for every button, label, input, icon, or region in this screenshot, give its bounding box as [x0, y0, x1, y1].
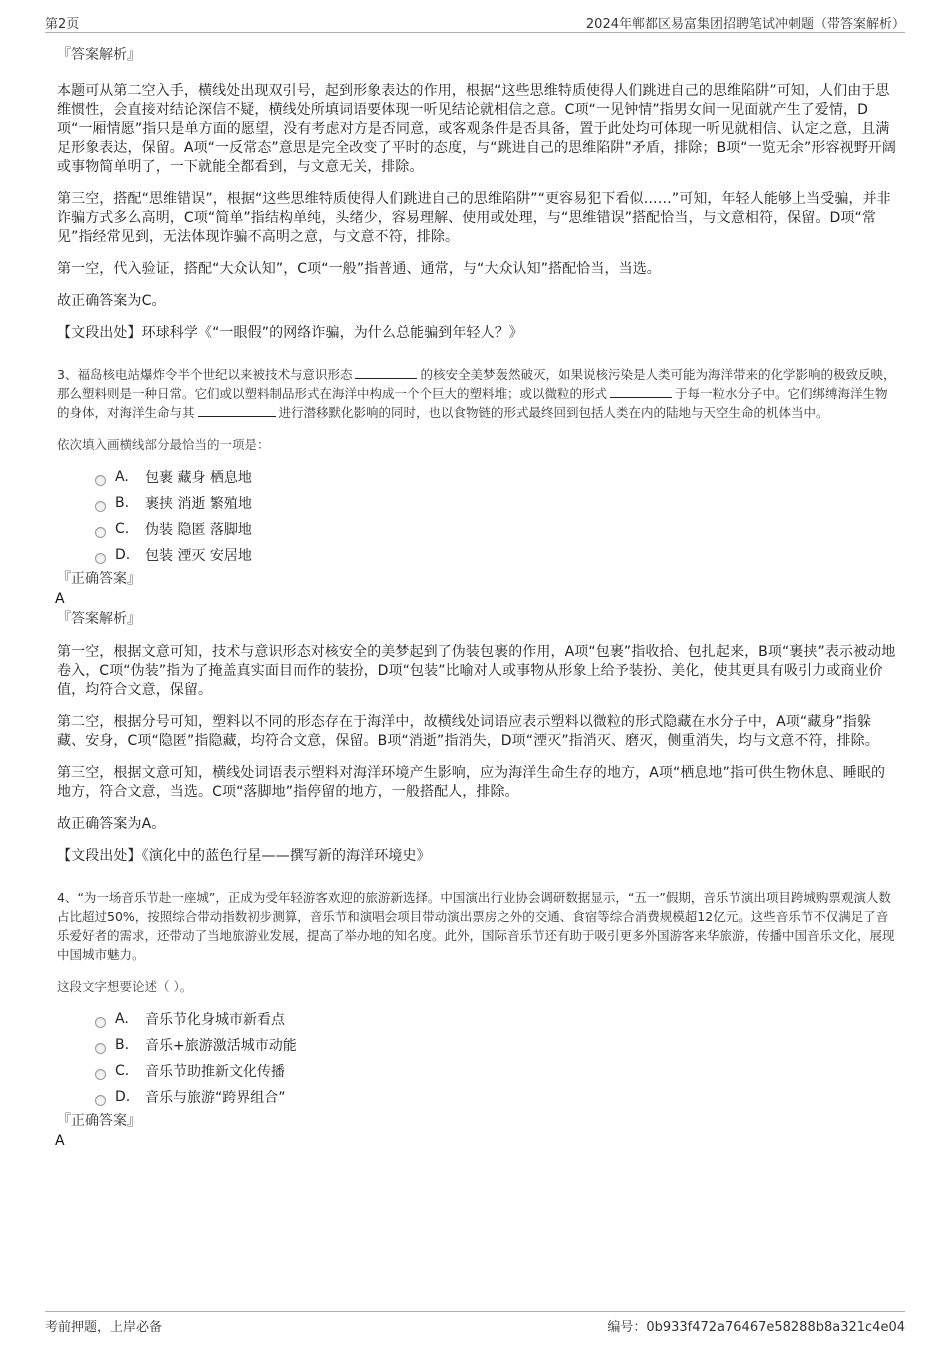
option-a[interactable]: A. 音乐节化身城市新看点 — [95, 1006, 897, 1032]
document-body — [57, 44, 897, 1150]
option-b[interactable]: B. 音乐+旅游激活城市动能 — [95, 1032, 897, 1058]
question-4-text: 4、“为一场音乐节赴一座城”，正成为受年轻游客欢迎的旅游新选择。中国演出行业协会调研数据显示，“五一”假期，音乐节演出项目跨城购票观演人数占比超过50%，按照综合带动指数初步测算，音乐节和演唱会项目带动演出票房之外的交通、食宿等综合消费规模超12亿元。这些音乐节不仅满足了音乐爱好者的需求，还带动了当地旅游业发展，提高了举办地的知名度。此外，国际音乐节还有助于吸引更多外国游客来华旅游，传播中国音乐文化，展现中国城市魅力。 — [57, 890, 895, 962]
option-c[interactable]: C. 伪装 隐匿 落脚地 — [95, 516, 897, 542]
correct-answer-label: 『正确答案』 — [57, 571, 141, 587]
radio-button[interactable] — [95, 527, 106, 538]
source-citation: 【文段出处】环球科学《“一眼假”的网络诈骗，为什么总能骗到年轻人？》 — [57, 325, 523, 341]
analysis-paragraph: 第三空，搭配“思维错误”，根据“这些思维特质使得人们跳进自己的思维陷阱”“更容易犯下看似……”可知，年轻人能够上当受骗，并非诈骗方式多么高明，C项“简单”指结构单纯，头绪少，容易理解、使用或处理，与“思维错误”搭配恰当，与文意相符，保留。D项“常见”指经常见到，无法体现诈骗不高明之意，与文意不符，排除。 — [57, 191, 891, 245]
analysis-paragraph: 第二空，根据分号可知，塑料以不同的形态存在于海洋中，故横线处词语应表示塑料以微粒的形式隐藏在水分子中，A项“藏身”指躲藏、安身，C项“隐匿”指隐藏，均符合文意，保留。B项“消逝”指消失，D项“湮灭”指消灭、磨灭，侧重消失，均与文意不符，排除。 — [57, 714, 879, 749]
radio-button[interactable] — [95, 1017, 106, 1028]
page-footer — [45, 1311, 905, 1334]
answer-statement: 故正确答案为A。 — [57, 816, 166, 832]
answer-statement: 故正确答案为C。 — [57, 293, 166, 309]
fill-blank-1 — [355, 368, 417, 379]
radio-button[interactable] — [95, 1043, 106, 1054]
analysis-paragraph: 第三空，根据文意可知，横线处词语表示塑料对海洋环境产生影响，应为海洋生命生存的地方，A项“栖息地”指可供生物休息、睡眠的地方，符合文意，当选。C项“落脚地”指停留的地方，一般搭配人，排除。 — [57, 765, 886, 800]
page-number: 第2页 — [45, 17, 80, 32]
analysis-paragraph: 第一空，代入验证，搭配“大众认知”，C项“一般”指普通、通常，与“大众认知”搭配恰当，当选。 — [57, 261, 661, 277]
document-title: 2024年郸都区易富集团招聘笔试冲刺题（带答案解析） — [585, 17, 905, 32]
fill-blank-3 — [198, 406, 276, 417]
analysis-label: 『答案解析』 — [57, 611, 141, 627]
option-a[interactable]: A. 包裹 藏身 栖息地 — [95, 464, 897, 490]
radio-button[interactable] — [95, 475, 106, 486]
radio-button[interactable] — [95, 1095, 106, 1106]
source-citation: 【文段出处】《演化中的蓝色行星——撰写新的海洋环境史》 — [57, 848, 431, 864]
question-3-text: 3、福岛核电站爆炸令半个世纪以来被技术与意识形态 的核安全美梦轰然破灭，如果说核污染是人类可能为海洋带来的化学影响的极致反映，那么塑料则是一种日常。它们或以塑料制品形式在海洋中构成一个个巨大的塑料堆；或以微粒的形式 于每一粒水分子中。它们绑缚海洋生物的身体，对海洋生命与其 进行潜移默化影响的同时，也以食物链的形式最终回到包括人类在内的陆地与天空生命的机体当中。 — [57, 367, 896, 420]
footer-slogan: 考前押题，上岸必备 — [45, 1320, 163, 1335]
document-id: 编号：0b933f472a76467e58288b8a321c4e04 — [607, 1320, 905, 1335]
correct-answer-value: A — [55, 1133, 65, 1149]
radio-button[interactable] — [95, 1069, 106, 1080]
correct-answer-label: 『正确答案』 — [57, 1113, 141, 1129]
question-4-options — [95, 1006, 897, 1110]
option-d[interactable]: D. 音乐与旅游“跨界组合” — [95, 1084, 897, 1110]
question-3-prompt: 依次填入画横线部分最恰当的一项是： — [57, 437, 270, 452]
fill-blank-2 — [610, 387, 672, 398]
correct-answer-value: A — [55, 591, 65, 607]
radio-button[interactable] — [95, 553, 106, 564]
analysis-paragraph: 本题可从第二空入手，横线处出现双引号，起到形象表达的作用，根据“这些思维特质使得人们跳进自己的思维陷阱”可知，人们由于思维惯性，会直接对结论深信不疑，横线处所填词语要体现一听见结论就相信之意。C项“一见钟情”指男女间一见面就产生了爱情，D项“一厢情愿”指只是单方面的愿望，没有考虑对方是否同意，或客观条件是否具备，置于此处均可体现一听见就相信、认定之意，且满足形象表达，保留。A项“一反常态”意思是完全改变了平时的态度，与“跳进自己的思维陷阱”矛盾，排除；B项“一览无余”形容视野开阔或事物简单明了，一下就能全都看到，与文意无关，排除。 — [57, 83, 896, 175]
option-c[interactable]: C. 音乐节助推新文化传播 — [95, 1058, 897, 1084]
question-3-options — [95, 464, 897, 568]
question-4-prompt: 这段文字想要论述（ ）。 — [57, 979, 193, 994]
radio-button[interactable] — [95, 501, 106, 512]
analysis-label: 『答案解析』 — [57, 47, 141, 63]
analysis-paragraph: 第一空，根据文意可知，技术与意识形态对核安全的美梦起到了伪装包裹的作用，A项“包裹”指收拾、包扎起来，B项“裹挟”表示被动地卷入，C项“伪装”指为了掩盖真实面目而作的装扮，D项“包装”比喻对人或事物从形象上给予装扮、美化，使其更具有吸引力或商业价值，均符合文意，保留。 — [57, 644, 896, 698]
option-b[interactable]: B. 裹挟 消逝 繁殖地 — [95, 490, 897, 516]
option-d[interactable]: D. 包装 湮灭 安居地 — [95, 542, 897, 568]
page-header — [45, 10, 905, 33]
